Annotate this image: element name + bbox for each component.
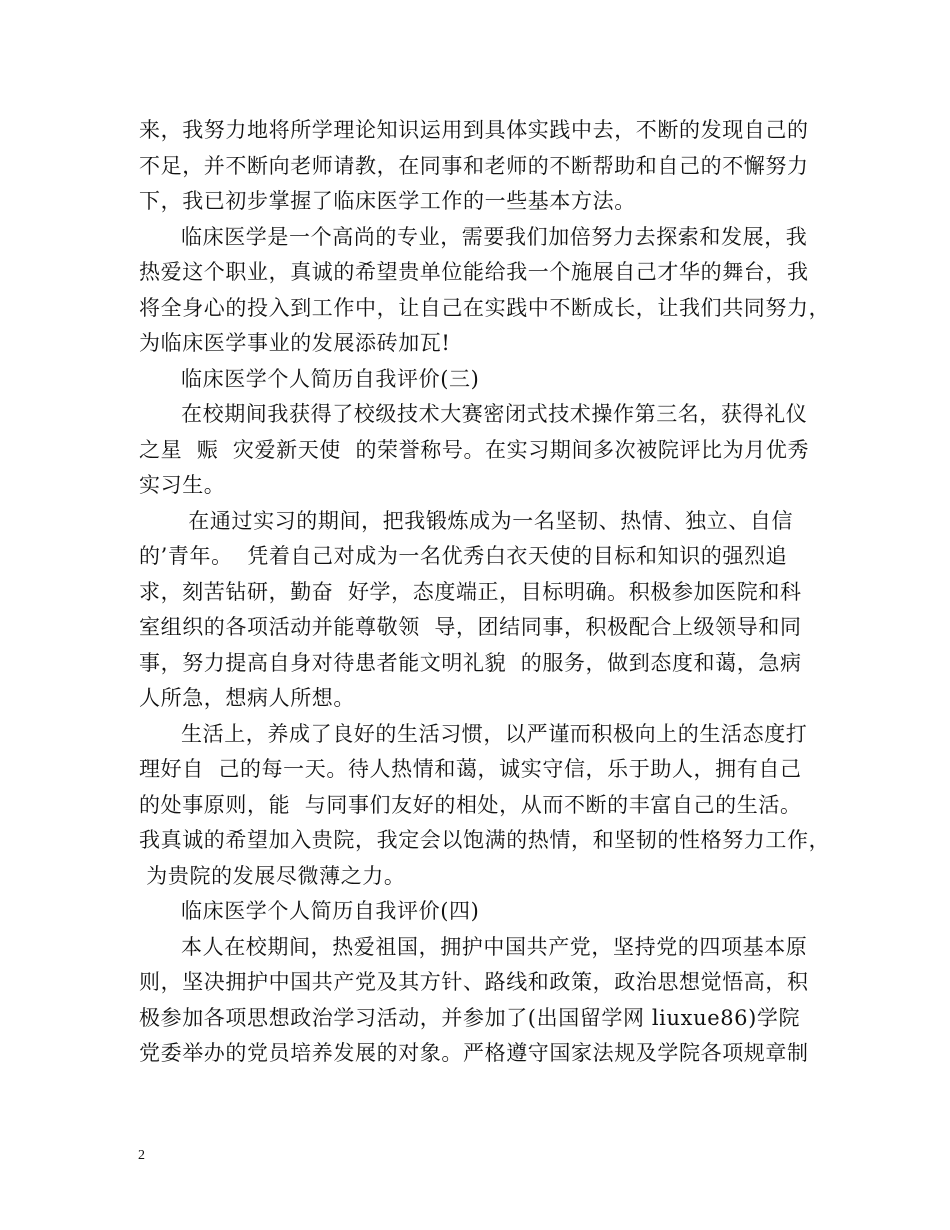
text-line: 将全身心的投入到工作中，让自己在实践中不断成长，让我们共同努力， xyxy=(139,295,831,320)
text-line: 在通过实习的期间，把我锻炼成为一名坚韧、热情、独立、自信 xyxy=(181,508,794,533)
text-line: 之星 赈 灾爱新天使 的荣誉称号。在实习期间多次被院评比为月优秀 xyxy=(139,437,810,462)
text-line: 下，我已初步掌握了临床医学工作的一些基本方法。 xyxy=(139,189,636,213)
text-line: 党委举办的党员培养发展的对象。严格遵守国家法规及学院各项规章制 xyxy=(139,1041,809,1065)
text-line: 实习生。 xyxy=(139,473,226,497)
text-line: 生活上，养成了良好的生活习惯，以严谨而积极向上的生活态度打 xyxy=(181,721,808,746)
text-line: 我真诚的希望加入贵院，我定会以饱满的热情，和坚韧的性格努力工作， xyxy=(139,828,831,852)
text-line: 临床医学个人简历自我评价(四) xyxy=(181,899,480,923)
text-line: 为贵院的发展尽微薄之力。 xyxy=(139,863,406,888)
text-line: 理好自 己的每一天。待人热情和蔼，诚实守信，乐于助人，拥有自己 xyxy=(139,757,802,781)
text-line: 临床医学是一个高尚的专业，需要我们加倍努力去探索和发展，我 xyxy=(181,224,808,249)
text-line: 热爱这个职业，真诚的希望贵单位能给我一个施展自己才华的舞台，我 xyxy=(139,260,809,284)
text-line: 求，刻苦钻研，勤奋 好学，态度端正，目标明确。积极参加医院和科 xyxy=(139,579,802,604)
text-line: 本人在校期间，热爱祖国，拥护中国共产党，坚持党的四项基本原 xyxy=(181,934,808,959)
text-line: 事，努力提高自身对待患者能文明礼貌 的服务，做到态度和蔼，急病 xyxy=(139,650,802,675)
text-line: 人所急，想病人所想。 xyxy=(139,686,355,710)
text-line: 的’青年。 凭着自己对成为一名优秀白衣天使的目标和知识的强烈追 xyxy=(139,544,788,568)
text-line: 则，坚决拥护中国共产党及其方针、路线和政策，政治思想觉悟高，积 xyxy=(139,970,809,994)
text-line: 不足，并不断向老师请教，在同事和老师的不断帮助和自己的不懈努力 xyxy=(139,153,809,178)
document-body xyxy=(139,113,831,1072)
page-number: 2 xyxy=(138,1148,145,1163)
text-line: 室组织的各项活动并能尊敬领 导，团结同事，积极配合上级领导和同 xyxy=(139,615,802,639)
text-line: 极参加各项思想政治学习活动，并参加了(出国留学网 liuxue86)学院 xyxy=(139,1005,801,1030)
text-line: 为临床医学事业的发展添砖加瓦! xyxy=(139,331,451,355)
text-line: 来，我努力地将所学理论知识运用到具体实践中去，不断的发现自己的 xyxy=(139,118,809,142)
text-line: 在校期间我获得了校级技术大赛密闭式技术操作第三名，获得礼仪 xyxy=(181,402,808,426)
text-line: 的处事原则，能 与同事们友好的相处，从而不断的丰富自己的生活。 xyxy=(139,792,802,817)
text-line: 临床医学个人简历自我评价(三) xyxy=(181,366,480,391)
